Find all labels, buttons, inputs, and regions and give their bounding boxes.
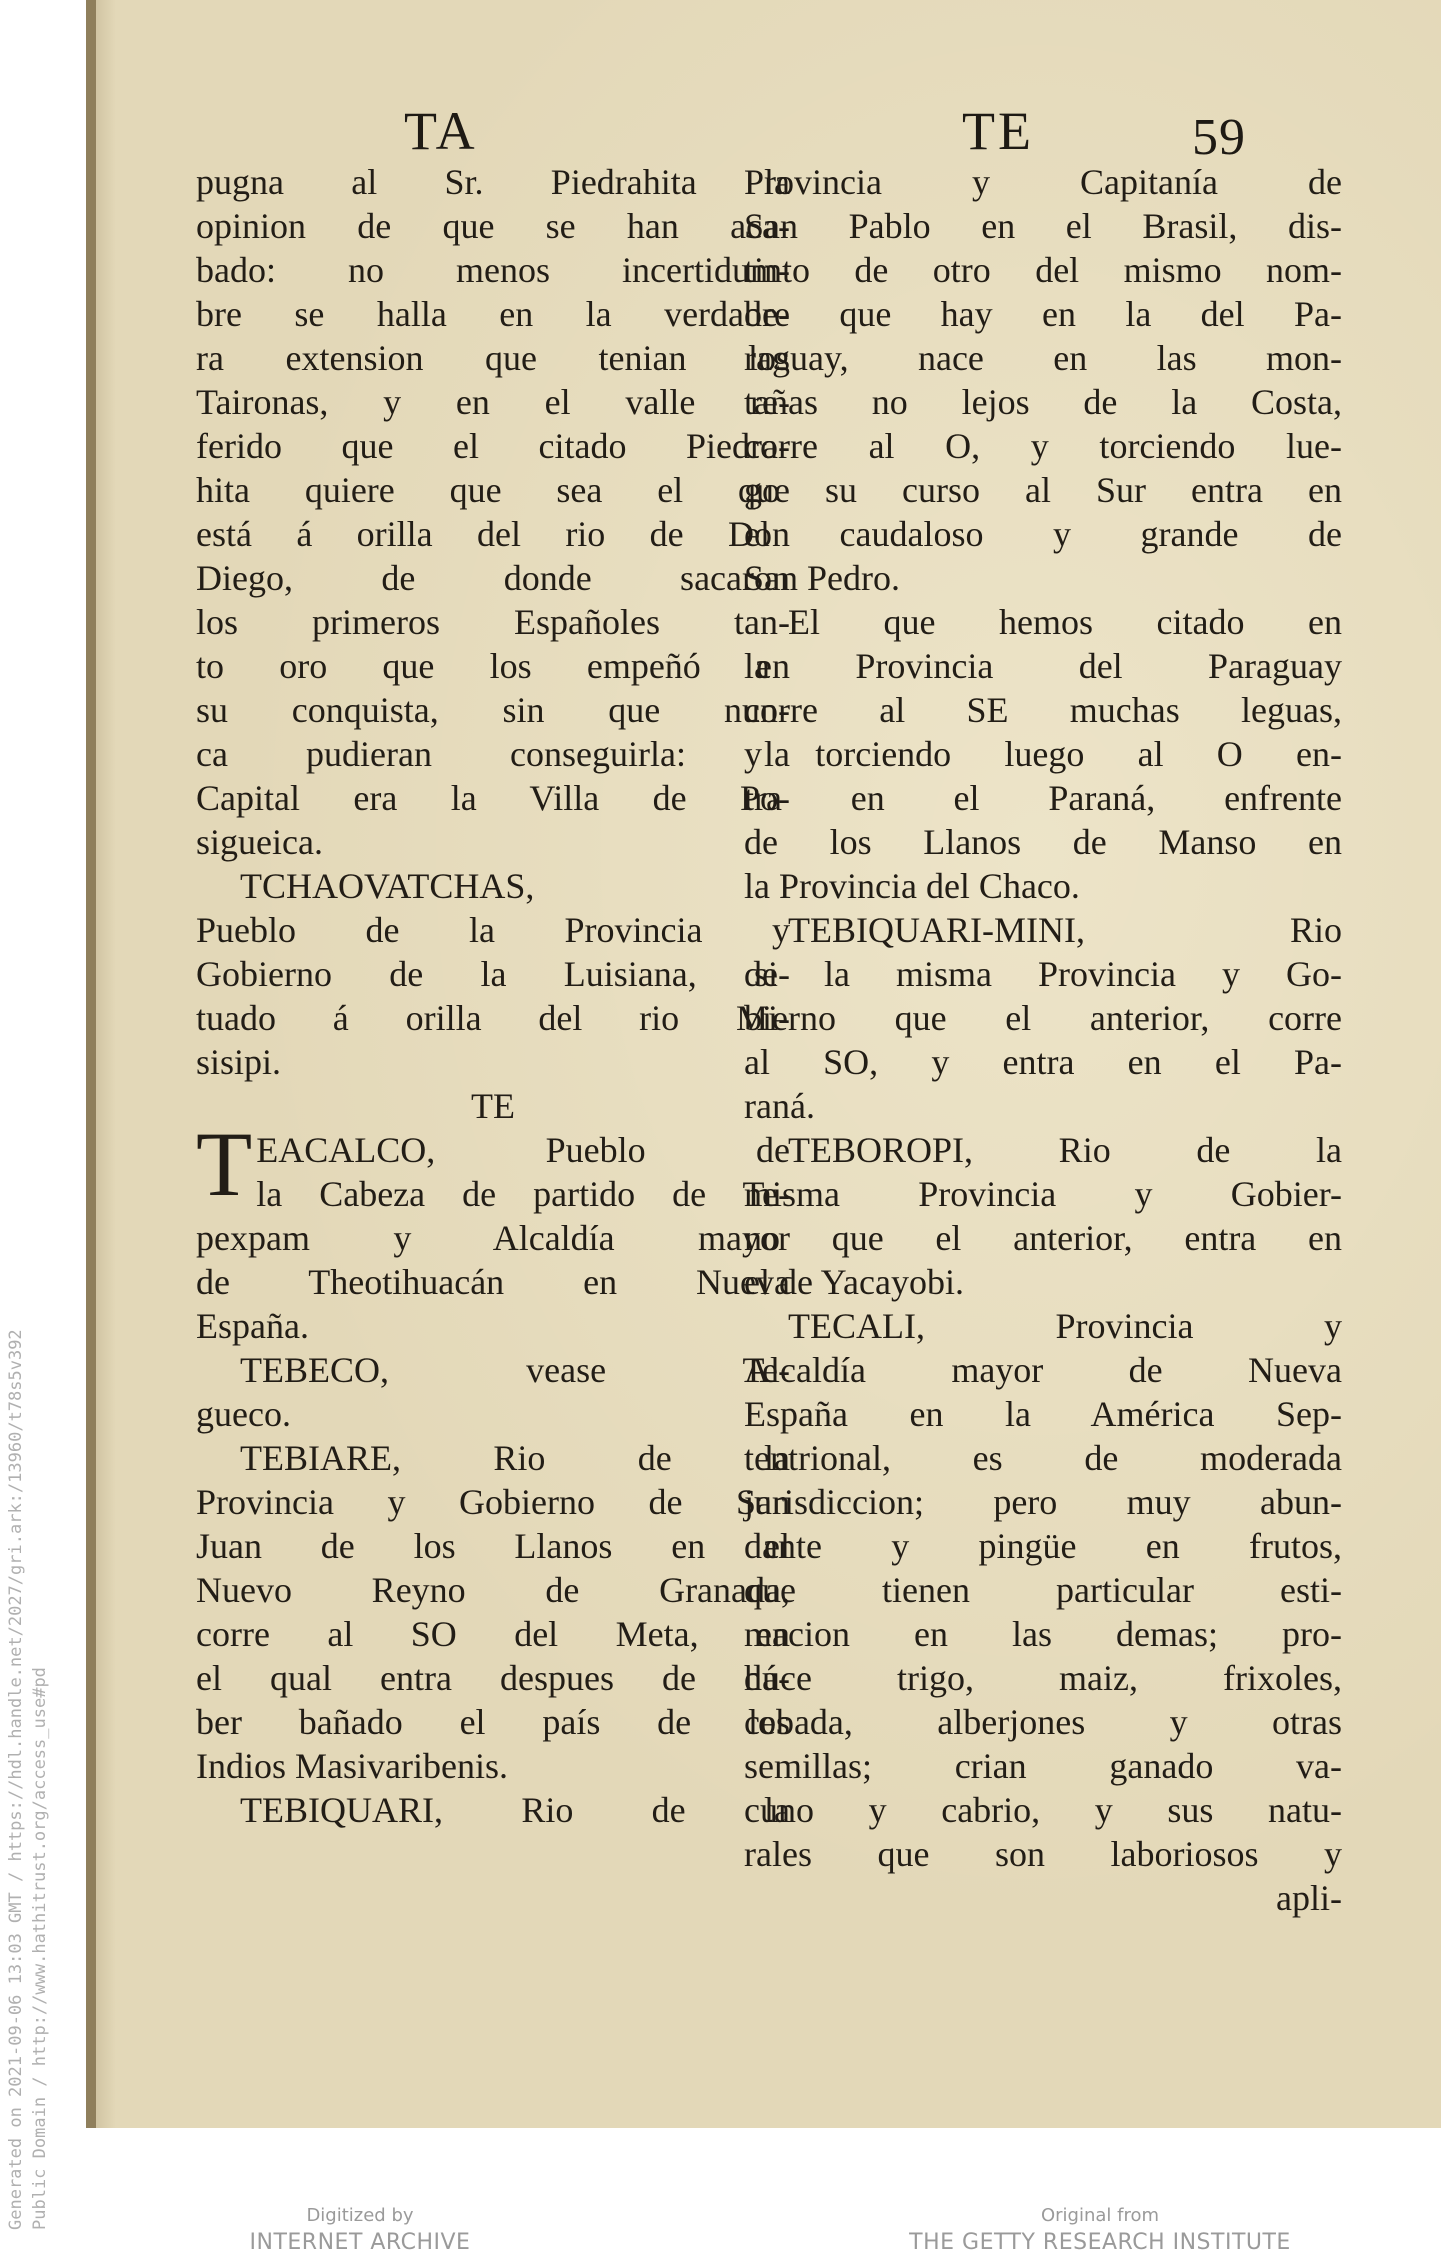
text-line: raná. [744, 1086, 815, 1126]
scanned-page [86, 0, 1441, 2128]
text-line: TEBOROPI, Rio de la [788, 1130, 1342, 1170]
text-line: El que hemos citado en [788, 602, 1342, 642]
text-line: TCHAOVATCHAS, [240, 866, 535, 906]
text-line: de Theotihuacán en Nueva [196, 1262, 790, 1302]
text-line: está á orilla del rio de Don [196, 514, 790, 554]
text-line: apli- [1276, 1878, 1342, 1918]
text-line: bre que hay en la del Pa- [744, 294, 1342, 334]
text-line: opinion de que se han aca- [196, 206, 790, 246]
text-line: España. [196, 1306, 309, 1346]
text-line: tinto de otro del mismo nom- [744, 250, 1342, 290]
text-column-left [196, 160, 790, 1832]
footer-original-label: Original from [1040, 2205, 1160, 2226]
text-line: San Pablo en el Brasil, dis- [744, 206, 1342, 246]
text-line: Juan de los Llanos en el [196, 1526, 790, 1566]
text-line: los primeros Españoles tan- [196, 602, 790, 642]
text-line: dante y pingüe en frutos, [744, 1526, 1342, 1566]
text-line: TEBIARE, Rio de la [240, 1438, 790, 1478]
text-line: tentrional, es de moderada [744, 1438, 1342, 1478]
running-header-right: TE [962, 101, 1034, 161]
footer-digitized-label: Digitized by [306, 2205, 414, 2226]
page-number: 59 [1192, 109, 1246, 166]
text-line: gueco. [196, 1394, 291, 1434]
text-line: su conquista, sin que nun- [196, 690, 790, 730]
text-line: Gobierno de la Luisiana, si- [196, 954, 790, 994]
text-line: hita quiere que sea el que [196, 470, 790, 510]
text-line: España en la América Sep- [744, 1394, 1342, 1434]
generation-line: Generated on 2021-09-06 13:03 GMT / https://hdl.handle.net/2027/gri.ark:/13960/t78s5v392 [6, 1329, 26, 2230]
footer-internet-archive: INTERNET ARCHIVE [249, 2230, 471, 2255]
text-line: pugna al Sr. Piedrahita la [196, 162, 790, 202]
text-line: de los Llanos de Manso en [744, 822, 1342, 862]
text-line: bierno que el anterior, corre [744, 998, 1342, 1038]
text-line: no que el anterior, entra en [744, 1218, 1342, 1258]
text-line: la Cabeza de partido de Te- [256, 1174, 790, 1214]
text-line: sisipi. [196, 1042, 282, 1082]
text-line: jurisdiccion; pero muy abun- [744, 1482, 1342, 1522]
text-line: y torciendo luego al O en- [744, 734, 1342, 774]
text-line: Alcaldía mayor de Nueva [744, 1350, 1342, 1390]
page-spine-shadow [86, 0, 96, 2128]
text-line: Provincia y Capitanía de [744, 162, 1342, 202]
text-line: macion en las demas; pro- [744, 1614, 1342, 1654]
text-line: tañas no lejos de la Costa, [744, 382, 1342, 422]
text-line: bre se halla en la verdade- [196, 294, 790, 334]
running-header-left: TA [404, 101, 478, 161]
text-line: que tienen particular esti- [744, 1570, 1342, 1610]
text-line: TEBIQUARI, Rio de la [240, 1790, 790, 1830]
hathitrust-generation-note [4, 1329, 52, 2230]
text-line: Nuevo Reyno de Granada, [196, 1570, 790, 1610]
text-line: el qual entra despues de há- [196, 1658, 790, 1698]
text-line: la Provincia del Paraguay [744, 646, 1342, 686]
text-line: corre al O, y torciendo lue- [744, 426, 1342, 466]
text-line: TE [471, 1086, 515, 1126]
text-line: raguay, nace en las mon- [744, 338, 1342, 378]
text-line: al SO, y entra en el Pa- [744, 1042, 1342, 1082]
text-line: cebada, alberjones y otras [744, 1702, 1342, 1742]
text-line: de la misma Provincia y Go- [744, 954, 1342, 994]
text-line: el caudaloso y grande de [744, 514, 1342, 554]
text-line: ra extension que tenian los [196, 338, 790, 378]
text-line: corre al SO del Meta, en [196, 1614, 790, 1654]
text-line: corre al SE muchas leguas, [744, 690, 1342, 730]
text-line: TEBIQUARI-MINI, Rio [788, 910, 1342, 950]
footer-digitized-by [210, 2205, 510, 2255]
text-line: bado: no menos incertidum- [196, 250, 790, 290]
footer-getty: THE GETTY RESEARCH INSTITUTE [909, 2230, 1291, 2255]
text-line: go su curso al Sur entra en [744, 470, 1342, 510]
text-line: semillas; crian ganado va- [744, 1746, 1342, 1786]
text-line: misma Provincia y Gobier- [744, 1174, 1342, 1214]
footer-original-from [880, 2205, 1320, 2255]
text-line: la Provincia del Chaco. [744, 866, 1080, 906]
drop-cap-line-text: EACALCO, Pueblo de [256, 1130, 790, 1170]
text-line: rales que son laboriosos y [744, 1834, 1342, 1874]
text-line: ber bañado el país de los [196, 1702, 790, 1742]
text-line: Taironas, y en el valle re- [196, 382, 790, 422]
license-line: Public Domain / http://www.hathitrust.org/access_use#pd [30, 1667, 50, 2230]
text-line: Pueblo de la Provincia y [196, 910, 790, 950]
text-column-right [744, 160, 1342, 1920]
text-line: sigueica. [196, 822, 323, 862]
text-line: San Pedro. [744, 558, 900, 598]
text-line: TECALI, Provincia y [788, 1306, 1342, 1346]
drop-cap: T [196, 1113, 253, 1215]
text-line: tuado á orilla del rio Mi- [196, 998, 790, 1038]
text-line: ferido que el citado Piedra- [196, 426, 790, 466]
text-line: TEBECO, vease Te- [240, 1350, 790, 1390]
text-line: Indios Masivaribenis. [196, 1746, 508, 1786]
text-line: duce trigo, maiz, frixoles, [744, 1658, 1342, 1698]
text-line: Capital era la Villa de Po- [196, 778, 790, 818]
text-line: Provincia y Gobierno de San [196, 1482, 790, 1522]
text-line: Diego, de donde sacaron [196, 558, 790, 598]
text-line: pexpam y Alcaldía mayor [196, 1218, 790, 1258]
text-line: ca pudieran conseguirla: la [196, 734, 790, 774]
text-line: el de Yacayobi. [744, 1262, 964, 1302]
text-line: tra en el Paraná, enfrente [744, 778, 1342, 818]
text-line: to oro que los empeñó en [196, 646, 790, 686]
text-line: cuno y cabrio, y sus natu- [744, 1790, 1342, 1830]
